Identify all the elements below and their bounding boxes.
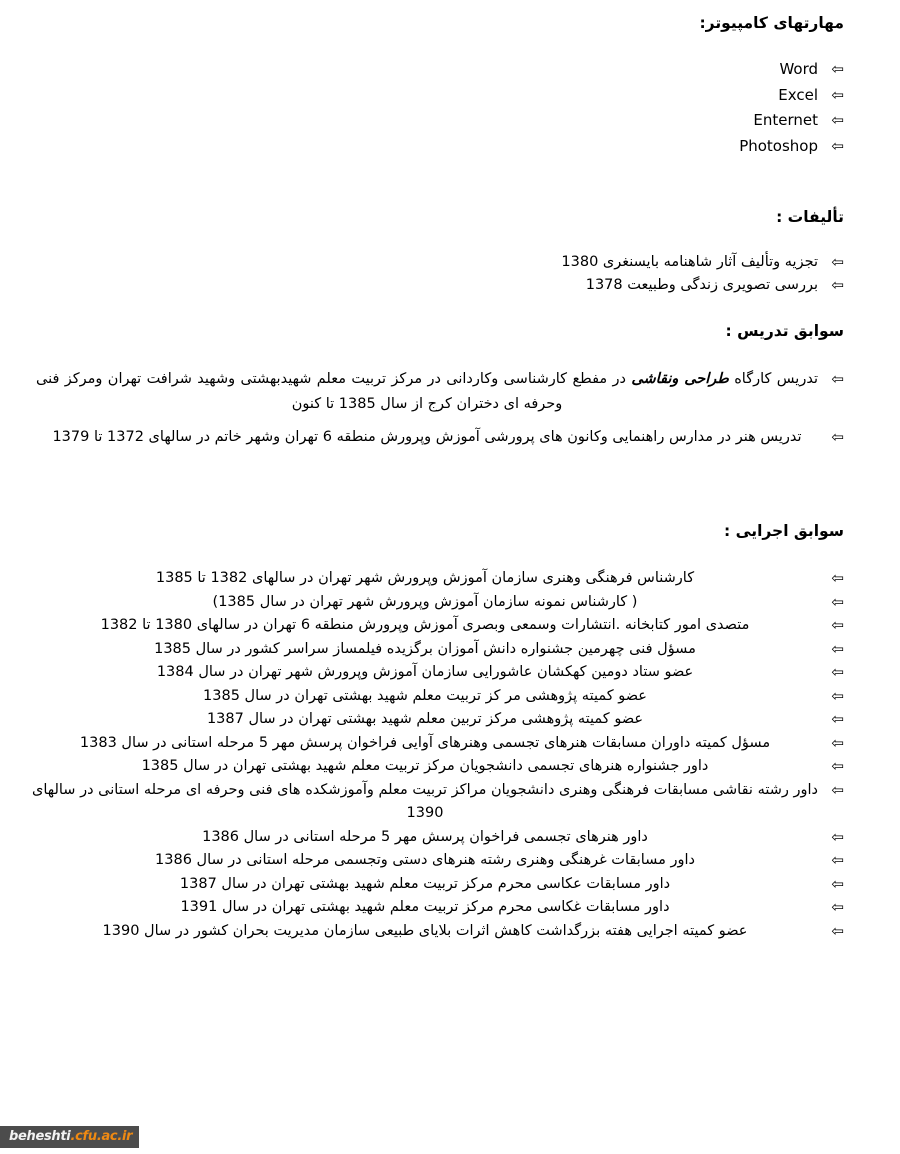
executive-record-text: مسؤل کمیته داوران مسابقات هنرهای تجسمی وهنرهای آوایی فراخوان پرسش مهر 5 مرحله استانی در سال 1383: [79, 734, 771, 751]
list-item: [32, 638, 844, 662]
list-item: [36, 367, 844, 417]
publication-title: بررسی تصویری زندگی وطبیعت: [627, 277, 818, 293]
list-item: [36, 425, 844, 450]
publication-year: 1378: [585, 277, 623, 293]
executive-record-text: مسؤل فنی چهرمین جشنواره دانش آموزان برگزیده فیلمساز سراسر کشور در سال 1385: [154, 640, 696, 657]
leftwards-white-arrow-bullet-icon: ⇦: [831, 710, 844, 728]
teaching-text-emphasis: طراحی ونقاشی: [631, 371, 729, 387]
leftwards-white-arrow-bullet-icon: ⇦: [831, 253, 844, 271]
list-item: [32, 826, 844, 850]
executive-record-text: داور جشنواره هنرهای تجسمی دانشجویان مرکز تربیت معلم شهید بهشتی تهران در سال 1385: [141, 758, 709, 774]
list-item: [32, 873, 844, 897]
list-item: [54, 134, 844, 160]
watermark-secondary-text: .cfu.ac.ir: [70, 1129, 133, 1144]
list-item: [32, 708, 844, 732]
computer-skill-label: Photoshop: [739, 136, 818, 155]
computer-skills-heading: مهارتهای کامپیوتر:: [699, 14, 844, 32]
leftwards-white-arrow-bullet-icon: ⇦: [831, 60, 844, 78]
executive-record-text: عضو کمیته پژوهشی مر کز تربیت معلم شهید بهشتی تهران در سال 1385: [203, 687, 647, 704]
leftwards-white-arrow-bullet-icon: ⇦: [831, 569, 844, 587]
leftwards-white-arrow-bullet-icon: ⇦: [831, 827, 844, 846]
list-item: [32, 849, 844, 873]
list-item: [54, 251, 844, 274]
leftwards-white-arrow-bullet-icon: ⇦: [831, 921, 844, 940]
teaching-text-after: در مفطع کارشناسی وکاردانی در مرکز تربیت معلم شهیدبهشتی وشهید شرافت تهران ومرکز فنی وحرفه ای دختران کرج از سال 1385 تا کنون: [36, 371, 632, 412]
list-item: [32, 920, 844, 944]
list-item: [32, 779, 844, 826]
leftwards-white-arrow-bullet-icon: ⇦: [831, 85, 844, 104]
executive-record-text: کارشناس فرهنگی وهنری سازمان آموزش وپرورش شهر تهران در سالهای 1382 تا 1385: [155, 570, 695, 586]
publication-year: 1380: [561, 254, 599, 270]
list-item: [54, 57, 844, 83]
publications-heading: تألیفات :: [776, 208, 844, 226]
executive-record-text: متصدی امور کتابخانه .انتشارات وسمعی وبصری آموزش وپرورش منطقه 6 تهران در سالهای 1380 تا 1382: [100, 617, 750, 633]
leftwards-white-arrow-bullet-icon: ⇦: [831, 111, 844, 129]
computer-skill-label: Excel: [778, 85, 818, 104]
leftwards-white-arrow-bullet-icon: ⇦: [831, 276, 844, 294]
teaching-experience-list: [36, 367, 844, 458]
leftwards-white-arrow-bullet-icon: ⇦: [831, 874, 844, 893]
list-item: [54, 83, 844, 109]
computer-skills-list: [54, 57, 844, 159]
leftwards-white-arrow-bullet-icon: ⇦: [831, 733, 844, 752]
executive-record-text: داور مسابقات غرهنگی وهنری رشته هنرهای دستی وتجسمی مرحله استانی در سال 1386: [155, 852, 695, 868]
list-item: [32, 591, 844, 615]
leftwards-white-arrow-bullet-icon: ⇦: [831, 592, 844, 611]
executive-record-text: عضو کمیته اجرایی هفته بزرگداشت کاهش اثرات بلایای طبیعی سازمان مدیریت بحران کشور در سال 1390: [102, 922, 748, 939]
executive-record-text: داور مسابقات غکاسی محرم مرکز تربیت معلم شهید بهشتی تهران در سال 1391: [180, 899, 670, 915]
leftwards-white-arrow-bullet-icon: ⇦: [831, 370, 844, 388]
executive-record-text: داور مسابقات عکاسی محرم مرکز تربیت معلم شهید بهشتی تهران در سال 1387: [179, 875, 671, 892]
leftwards-white-arrow-bullet-icon: ⇦: [831, 851, 844, 869]
watermark-primary-text: beheshti: [9, 1129, 71, 1144]
leftwards-white-arrow-bullet-icon: ⇦: [831, 780, 844, 799]
list-item: [32, 755, 844, 779]
publication-title: تجزیه وتألیف آثار شاهنامه بایسنغری: [602, 254, 818, 270]
computer-skill-label: Enternet: [753, 111, 818, 129]
teaching-text-after: تدریس هنر در مدارس راهنمایی وکانون های پرورشی آموزش وپرورش منطقه 6 تهران وشهر خاتم در سالهای 1372 تا 1379: [52, 429, 802, 445]
leftwards-white-arrow-bullet-icon: ⇦: [831, 757, 844, 775]
site-watermark: [0, 1126, 139, 1148]
executive-record-text: عضو کمیته پژوهشی مرکز تربین معلم شهید بهشتی تهران در سال 1387: [206, 711, 644, 727]
list-item: [32, 661, 844, 685]
computer-skill-label: Word: [779, 60, 818, 78]
executive-records-heading: سوابق اجرایی :: [724, 522, 844, 540]
list-item: [32, 614, 844, 638]
executive-record-text: عضو ستاد دومین کهکشان عاشورایی سازمان آموزش وپرورش شهر تهران در سال 1384: [156, 664, 694, 680]
list-item: [32, 567, 844, 591]
leftwards-white-arrow-bullet-icon: ⇦: [831, 136, 844, 155]
list-item: [32, 896, 844, 920]
teaching-experience-heading: سوابق تدریس :: [725, 322, 844, 340]
list-item: [32, 732, 844, 756]
teaching-text-before: تدریس کارگاه: [728, 371, 818, 387]
leftwards-white-arrow-bullet-icon: ⇦: [831, 428, 844, 446]
leftwards-white-arrow-bullet-icon: ⇦: [831, 686, 844, 705]
executive-record-text: داور هنرهای تجسمی فراخوان پرسش مهر 5 مرحله استانی در سال 1386: [202, 828, 648, 845]
list-item: [54, 108, 844, 134]
executive-record-text: داور رشته نقاشی مسابقات فرهنگی وهنری دانشجویان مراکز تربیت معلم وآموزشکده های فنی وحرفه ای مرحله استانی در سالهای 1390: [32, 781, 818, 821]
leftwards-white-arrow-bullet-icon: ⇦: [831, 898, 844, 916]
executive-records-list: [32, 567, 844, 943]
leftwards-white-arrow-bullet-icon: ⇦: [831, 663, 844, 681]
leftwards-white-arrow-bullet-icon: ⇦: [831, 616, 844, 634]
leftwards-white-arrow-bullet-icon: ⇦: [831, 639, 844, 658]
list-item: [32, 685, 844, 709]
list-item: [54, 274, 844, 297]
executive-record-text: ( کارشناس نمونه سازمان آموزش وپرورش شهر تهران در سال 1385): [212, 593, 638, 610]
publications-list: [54, 251, 844, 297]
